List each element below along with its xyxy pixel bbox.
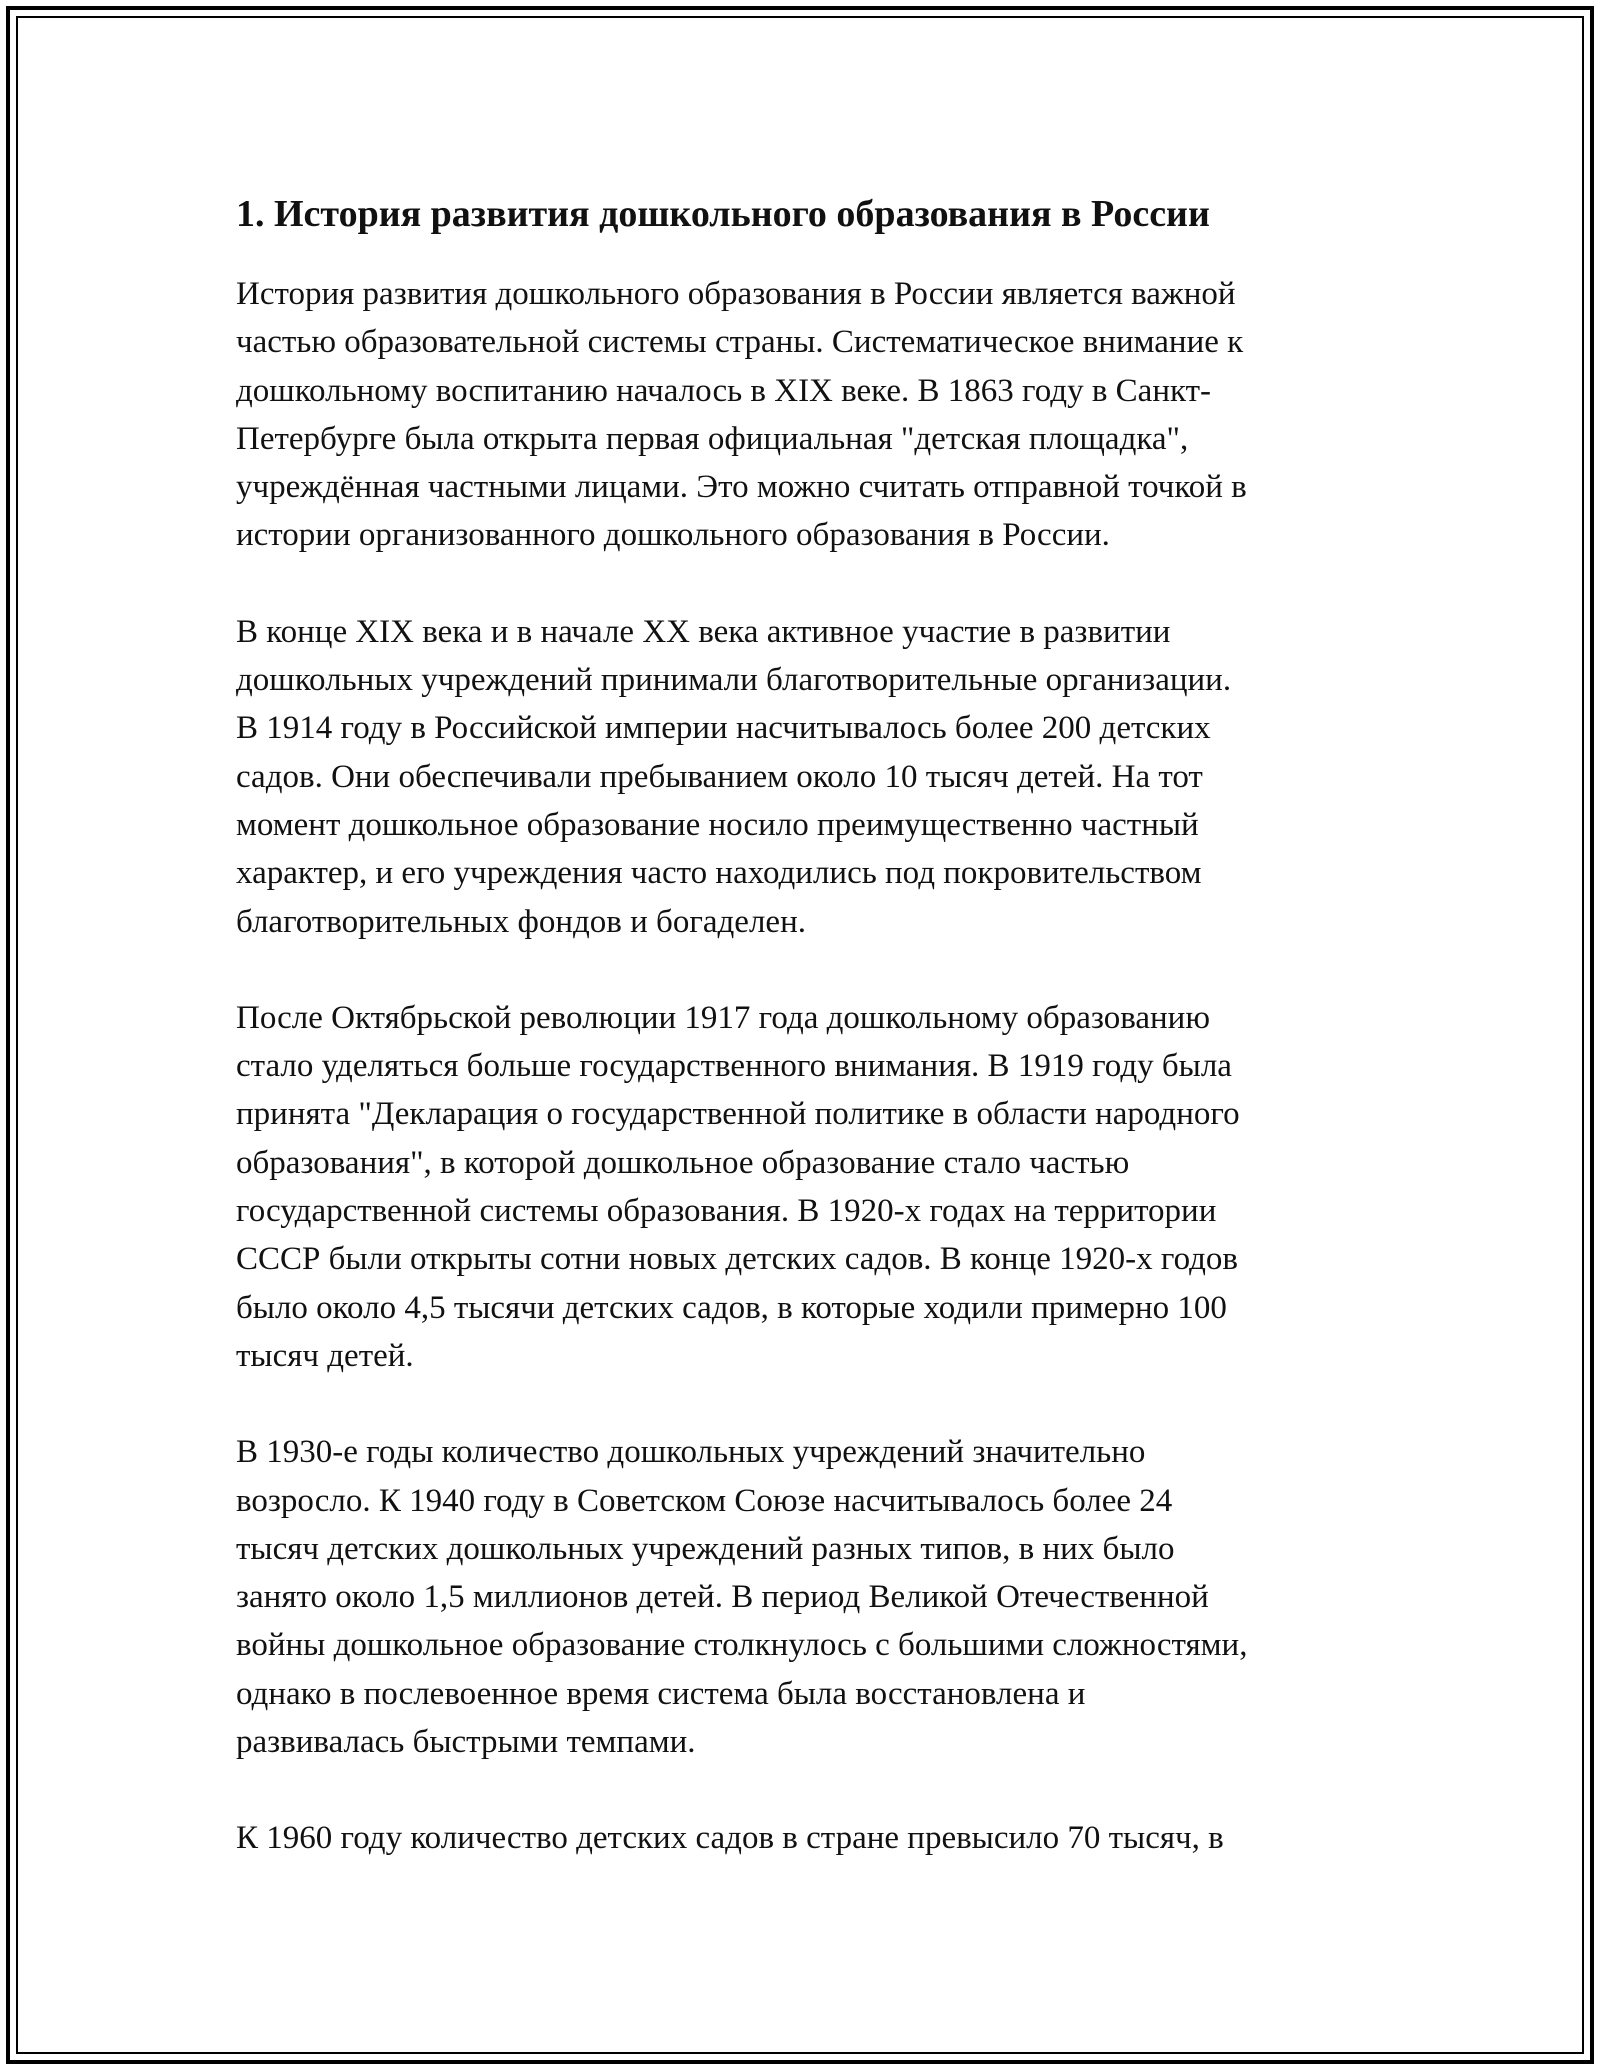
paragraph-3 — [236, 994, 1376, 1380]
text-line: войны дошкольное образование столкнулось с большими сложностями, — [236, 1627, 1248, 1664]
text-line: занято около 1,5 миллионов детей. В период Великой Отечественной — [236, 1579, 1209, 1616]
text-line: истории организованного дошкольного образования в России. — [236, 517, 1110, 554]
text-line: садов. Они обеспечивали пребыванием около 10 тысяч детей. На тот — [236, 758, 1203, 795]
paragraph-4 — [236, 1428, 1376, 1766]
document-body — [236, 186, 1376, 1911]
text-line: государственной системы образования. В 1920-х годах на территории — [236, 1193, 1217, 1230]
text-line: В 1914 году в Российской империи насчитывалось более 200 детских — [236, 710, 1211, 747]
paragraph-1 — [236, 270, 1376, 560]
text-line: однако в послевоенное время система была восстановлена и — [236, 1675, 1086, 1712]
text-line: развивалась быстрыми темпами. — [236, 1724, 696, 1761]
text-line: частью образовательной системы страны. Систематическое внимание к — [236, 324, 1244, 361]
text-line: тысяч детских дошкольных учреждений разных типов, в них было — [236, 1530, 1175, 1567]
text-line: учреждённая частными лицами. Это можно считать отправной точкой в — [236, 469, 1247, 506]
text-line: К 1960 году количество детских садов в стране превысило 70 тысяч, в — [236, 1820, 1224, 1857]
text-line: было около 4,5 тысячи детских садов, в которые ходили примерно 100 — [236, 1289, 1227, 1326]
paragraph-5 — [236, 1814, 1376, 1862]
text-line: момент дошкольное образование носило преимущественно частный — [236, 806, 1199, 843]
text-line: тысяч детей. — [236, 1337, 414, 1374]
text-line: принята "Декларация о государственной политике в области народного — [236, 1096, 1240, 1133]
text-line: дошкольных учреждений принимали благотворительные организации. — [236, 662, 1232, 699]
text-line: образования", в которой дошкольное образование стало частью — [236, 1144, 1130, 1181]
text-line: характер, и его учреждения часто находились под покровительством — [236, 855, 1202, 892]
text-line: История развития дошкольного образования в России является важной — [236, 276, 1236, 312]
paragraph-2 — [236, 608, 1376, 946]
text-line: стало уделяться больше государственного внимания. В 1919 году была — [236, 1048, 1232, 1085]
text-line: дошкольному воспитанию началось в XIX веке. В 1863 году в Санкт- — [236, 372, 1211, 409]
text-line: Петербурге была открыта первая официальная "детская площадка", — [236, 420, 1189, 457]
text-line: возросло. К 1940 году в Советском Союзе насчитывалось более 24 — [236, 1482, 1173, 1519]
text-line: благотворительных фондов и богаделен. — [236, 903, 806, 940]
text-line: СССР были открыты сотни новых детских садов. В конце 1920-х годов — [236, 1241, 1239, 1278]
text-line: В 1930-е годы количество дошкольных учреждений значительно — [236, 1434, 1146, 1471]
section-heading: 1. История развития дошкольного образования в России — [236, 193, 1210, 235]
text-line: В конце XIX века и в начале XX века активное участие в развитии — [236, 613, 1171, 650]
text-line: После Октябрьской революции 1917 года дошкольному образованию — [236, 999, 1210, 1036]
